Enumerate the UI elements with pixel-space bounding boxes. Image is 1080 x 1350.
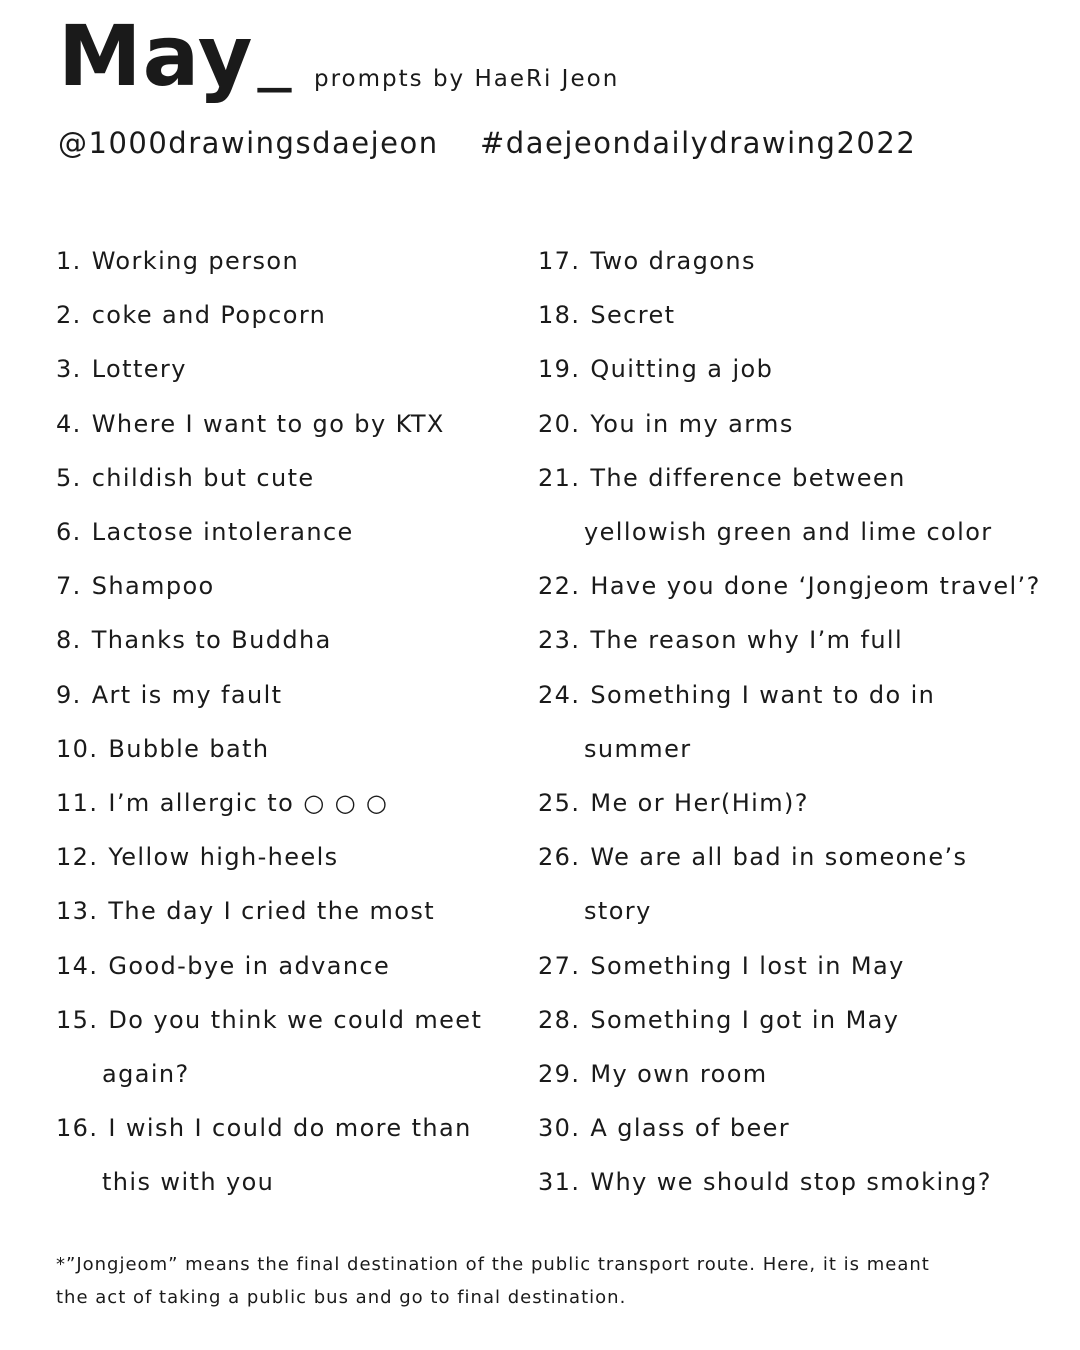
prompt-item [538, 776, 1068, 830]
prompt-number: 1. [56, 247, 82, 275]
prompt-item [538, 613, 1068, 667]
prompt-item [538, 1155, 1068, 1209]
prompt-text: Shampoo [91, 572, 215, 601]
prompt-text: The difference between [590, 463, 906, 492]
prompt-text: Yellow high-heels [108, 843, 339, 872]
prompt-item [538, 939, 1068, 993]
prompt-text: Lactose intolerance [91, 518, 354, 547]
prompt-text: Why we should stop smoking? [590, 1168, 992, 1197]
prompt-number: 11. [56, 789, 99, 818]
prompt-item [538, 668, 1068, 776]
prompt-number: 12. [56, 843, 99, 872]
footnote [56, 1248, 1046, 1314]
prompt-item [538, 234, 1068, 288]
prompt-text-continued: this with you [102, 1168, 275, 1197]
prompt-item [56, 342, 516, 396]
prompt-item [538, 1101, 1068, 1155]
prompt-number: 8. [56, 626, 82, 655]
prompt-number: 13. [56, 897, 99, 926]
prompt-list-left [56, 234, 516, 1210]
prompt-list-right [538, 234, 1068, 1210]
prompt-text-continued: summer [584, 734, 692, 763]
prompt-text: Working person [91, 247, 300, 275]
prompt-number: 29. [538, 1060, 581, 1089]
prompt-number: 10. [56, 734, 99, 763]
prompt-item [538, 559, 1068, 613]
prompt-text: Me or Her(Him)? [590, 789, 809, 818]
prompt-text: My own room [590, 1060, 768, 1089]
prompt-text: Where I want to go by KTX [91, 409, 445, 438]
hashtag: #daejeondailydrawing2022 [480, 126, 917, 160]
prompt-text: I wish I could do more than [108, 1114, 472, 1143]
prompt-number: 7. [56, 572, 82, 601]
prompt-item [56, 234, 516, 288]
prompt-text: Secret [590, 301, 676, 330]
prompt-text-continued: yellowish green and lime color [584, 518, 993, 547]
prompt-number: 28. [538, 1005, 581, 1034]
prompt-item [538, 993, 1068, 1047]
prompt-text: Something I lost in May [590, 951, 905, 980]
prompt-item [56, 397, 516, 451]
prompt-item [56, 451, 516, 505]
page-title: May [58, 7, 254, 105]
prompt-number: 19. [538, 355, 581, 384]
prompt-text: I’m allergic to ○ ○ ○ [108, 789, 389, 818]
prompt-number: 17. [538, 247, 581, 275]
prompt-item [56, 776, 516, 830]
prompt-number: 27. [538, 951, 581, 980]
prompt-text: Lottery [91, 355, 187, 384]
prompt-item [538, 288, 1068, 342]
prompt-item [56, 939, 516, 993]
prompt-number: 6. [56, 518, 82, 547]
prompt-number: 22. [538, 572, 581, 601]
prompt-text: The day I cried the most [108, 897, 436, 926]
prompt-number: 16. [56, 1114, 99, 1143]
prompt-number: 14. [56, 951, 99, 980]
prompt-number: 9. [56, 680, 82, 709]
prompt-item [538, 342, 1068, 396]
prompt-item [56, 668, 516, 722]
prompt-number: 5. [56, 463, 82, 492]
prompt-item [56, 1101, 516, 1209]
prompt-text: Art is my fault [91, 680, 283, 709]
prompt-text: Thanks to Buddha [91, 626, 332, 655]
prompt-number: 4. [56, 409, 82, 438]
prompt-item [56, 830, 516, 884]
prompt-item [538, 830, 1068, 938]
prompt-number: 30. [538, 1114, 581, 1143]
prompt-item [56, 559, 516, 613]
prompt-text: The reason why I’m full [590, 626, 904, 655]
prompt-text: childish but cute [91, 463, 315, 492]
prompt-number: 31. [538, 1168, 581, 1197]
prompt-text: coke and Popcorn [91, 301, 327, 330]
prompt-item [56, 884, 516, 938]
prompt-item [56, 993, 516, 1101]
prompt-text: Have you done ‘Jongjeom travel’? [590, 572, 1041, 601]
prompt-text: Bubble bath [108, 734, 270, 763]
prompt-number: 26. [538, 843, 581, 872]
footnote-line-1: *”Jongjeom” means the final destination of the public transport route. Here, it is meant [56, 1254, 930, 1275]
prompt-text: Do you think we could meet [108, 1005, 483, 1034]
prompt-item [56, 613, 516, 667]
prompt-number: 18. [538, 301, 581, 330]
prompt-text: Two dragons [590, 247, 756, 275]
prompt-number: 3. [56, 355, 82, 384]
prompt-text-continued: again? [102, 1060, 190, 1089]
prompt-text: You in my arms [590, 409, 794, 438]
prompt-number: 20. [538, 409, 581, 438]
prompts-credit: prompts by HaeRi Jeon [314, 66, 620, 92]
footnote-line-2: the act of taking a public bus and go to final destination. [56, 1287, 627, 1308]
prompt-text: Quitting a job [590, 355, 774, 384]
prompt-number: 24. [538, 680, 581, 709]
prompt-item [56, 722, 516, 776]
prompt-item [538, 451, 1068, 559]
prompt-text-continued: story [584, 897, 652, 926]
prompt-number: 23. [538, 626, 581, 655]
prompt-number: 15. [56, 1005, 99, 1034]
prompt-text: Good-bye in advance [108, 951, 391, 980]
prompt-number: 25. [538, 789, 581, 818]
prompt-number: 2. [56, 301, 82, 330]
prompt-item [56, 288, 516, 342]
title-underscore: _ [258, 16, 291, 93]
prompt-text: A glass of beer [590, 1114, 791, 1143]
instagram-handle: @1000drawingsdaejeon [58, 126, 439, 160]
prompt-text: Something I got in May [590, 1005, 900, 1034]
prompt-item [538, 1047, 1068, 1101]
prompt-item [56, 505, 516, 559]
prompt-text: Something I want to do in [590, 680, 936, 709]
prompt-text: We are all bad in someone’s [590, 843, 968, 872]
prompt-number: 21. [538, 463, 581, 492]
prompt-item [538, 397, 1068, 451]
